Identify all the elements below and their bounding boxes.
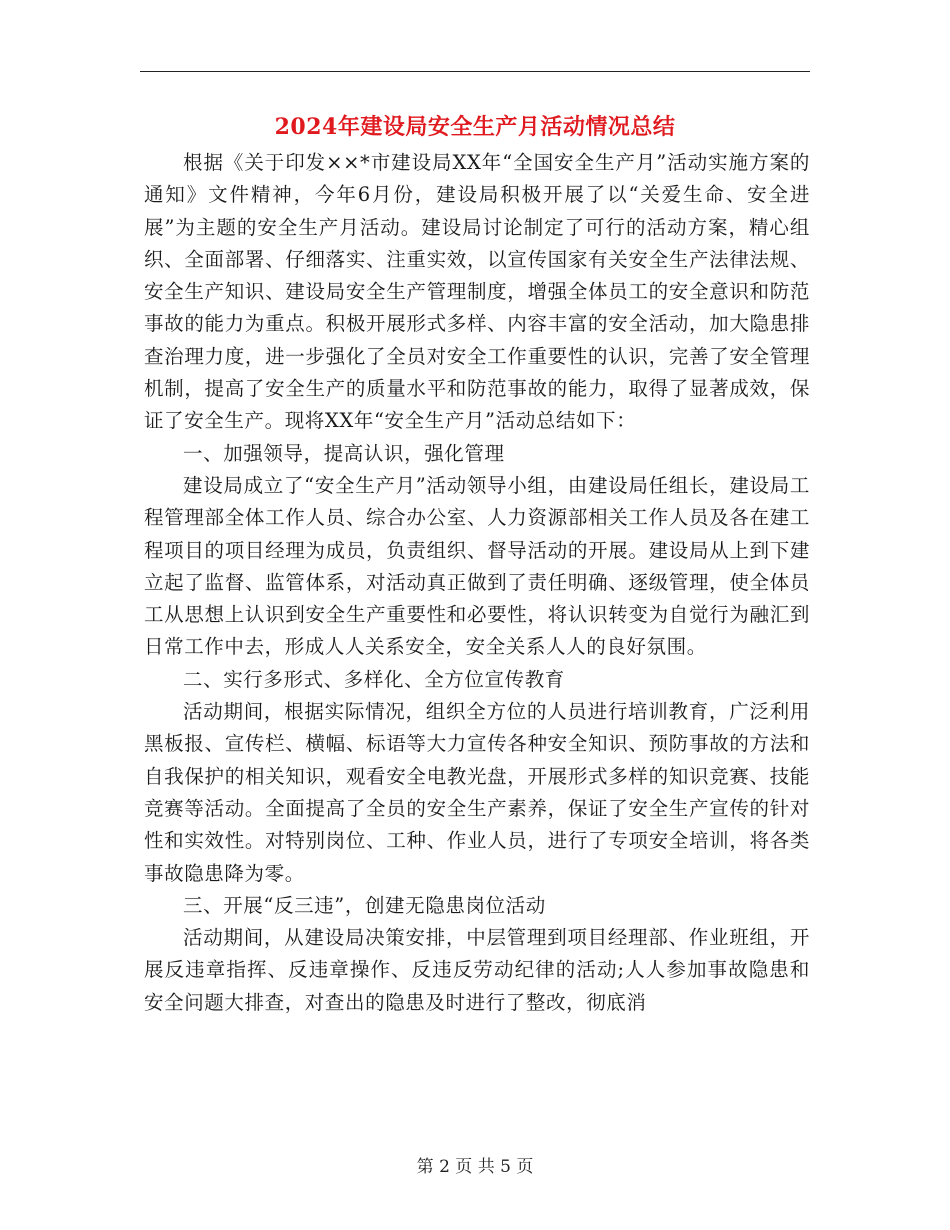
header-rule	[140, 71, 810, 72]
paragraph-intro: 根据《关于印发××*市建设局XX年“全国安全生产月”活动实施方案的通知》文件精神，今年6月份，建设局积极开展了以“关爱生命、安全进展”为主题的安全生产月活动。建设局讨论制定了可行的活动方案，精心组织、全面部署、仔细落实、注重实效，以宣传国家有关安全生产法律法规、安全生产知识、建设局安全生产管理制度，增强全体员工的安全意识和防范事故的能力为重点。积极开展形式多样、内容丰富的安全活动，加大隐患排查治理力度，进一步强化了全员对安全工作重要性的认识，完善了安全管理机制，提高了安全生产的质量水平和防范事故的能力，取得了显著成效，保证了安全生产。现将XX年“安全生产月”活动总结如下：	[144, 151, 810, 433]
paragraph-section-3: 活动期间，从建设局决策安排，中层管理到项目经理部、作业班组，开展反违章指挥、反违章操作、反违反劳动纪律的活动;人人参加事故隐患和安全问题大排查，对查出的隐患及时进行了整改，彻底消	[144, 926, 810, 1014]
document-title: 2024年建设局安全生产月活动情况总结	[274, 114, 676, 140]
page-number-footer: 第 2 页 共 5 页	[416, 1157, 534, 1177]
section-heading-2: 二、实行多形式、多样化、全方位宣传教育	[183, 667, 565, 691]
paragraph-section-2: 活动期间，根据实际情况，组织全方位的人员进行培训教育，广泛利用黑板报、宣传栏、横幅、标语等大力宣传各种安全知识、预防事故的方法和自我保护的相关知识，观看安全电教光盘，开展形式多样的知识竞赛、技能竞赛等活动。全面提高了全员的安全生产素养，保证了安全生产宣传的针对性和实效性。对特别岗位、工种、作业人员，进行了专项安全培训，将各类事故隐患降为零。	[144, 700, 810, 885]
paragraph-section-1: 建设局成立了“安全生产月”活动领导小组，由建设局任组长，建设局工程管理部全体工作人员、综合办公室、人力资源部相关工作人员及各在建工程项目的项目经理为成员，负责组织、督导活动的开展。建设局从上到下建立起了监督、监管体系，对活动真正做到了责任明确、逐级管理，使全体员工从思想上认识到安全生产重要性和必要性，将认识转变为自觉行为融汇到日常工作中去，形成人人关系安全，安全关系人人的良好氛围。	[144, 473, 810, 659]
document-body	[144, 147, 810, 1019]
section-heading-1: 一、加强领导，提高认识，强化管理	[183, 441, 505, 465]
section-heading-3: 三、开展“反三违”，创建无隐患岗位活动	[183, 893, 546, 917]
